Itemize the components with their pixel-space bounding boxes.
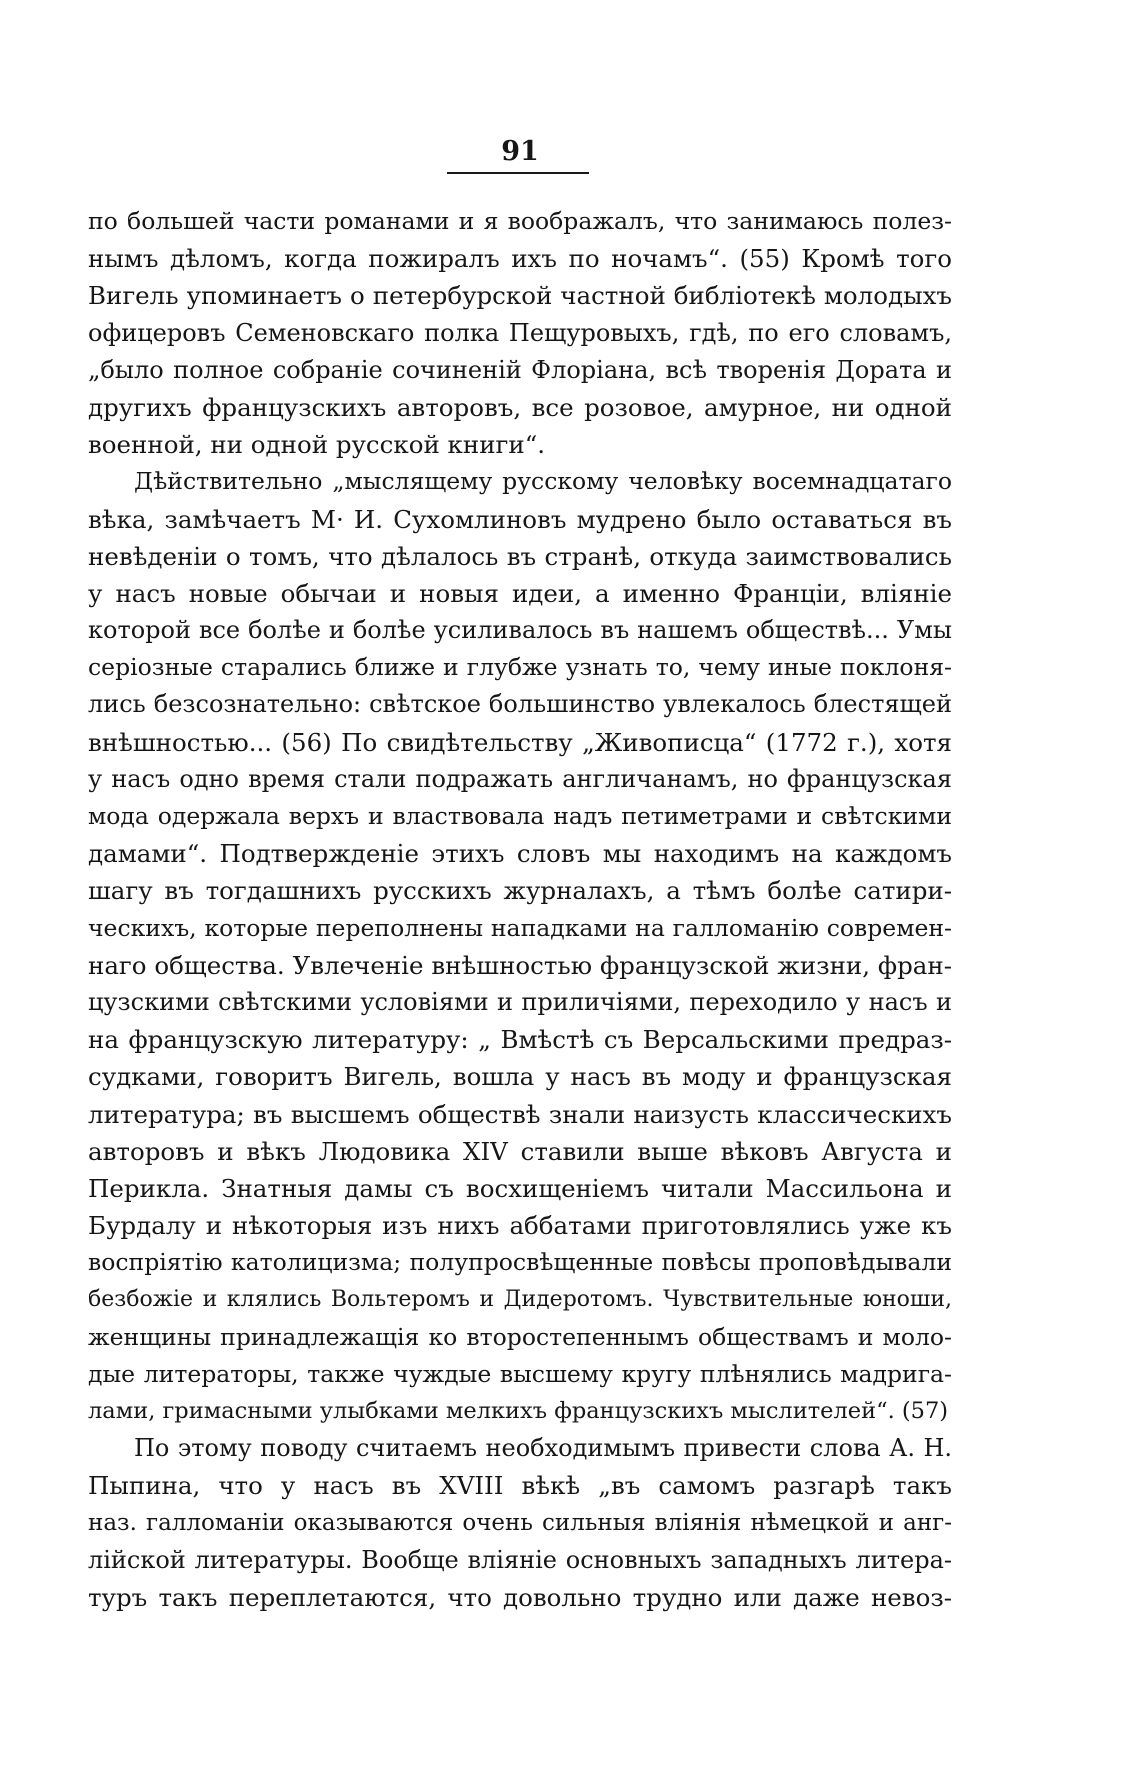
text-line: туръ такъ переплетаются, что довольно трудно или даже невоз- xyxy=(88,1582,952,1612)
text-line: на французскую литературу: „ Вмѣстѣ съ Версальскими предраз- xyxy=(88,1025,952,1055)
text-line: офицеровъ Семеновскаго полка Пещуровыхъ, гдѣ, по его словамъ, xyxy=(88,318,952,347)
text-line: дые литераторы, также чуждые высшему кругу плѣнялись мадрига- xyxy=(88,1359,952,1388)
text-line: судками, говоритъ Вигель, вошла у насъ въ моду и французская xyxy=(88,1062,952,1092)
text-line: лись безсознательно: свѣтское большинство увлекалось блестящей xyxy=(88,690,952,719)
text-line: По этому поводу считаемъ необходимымъ привести слова А. Н. xyxy=(134,1434,952,1463)
header-rule xyxy=(447,172,589,174)
text-line: другихъ французскихъ авторовъ, все розовое, амурное, ни одной xyxy=(88,392,952,422)
text-line: внѣшностью... (56) По свидѣтельству „Живописца“ (1772 г.), хотя xyxy=(88,727,952,757)
text-line: ческихъ, которые переполнены нападками на галломанію современ- xyxy=(88,913,952,942)
text-line: шагу въ тогдашнихъ русскихъ журналахъ, а тѣмъ болѣе сатири- xyxy=(88,876,952,906)
text-line: вѣка, замѣчаетъ М· И. Сухомлиновъ мудрено было оставаться въ xyxy=(88,504,952,534)
text-line: Пыпина, что у насъ въ XVIII вѣкѣ „въ самомъ разгарѣ такъ xyxy=(88,1471,952,1501)
text-line: цузскими свѣтскими условіями и приличіями, переходило у насъ и xyxy=(88,987,952,1016)
text-line: которой все болѣе и болѣе усиливалось въ нашемъ обществѣ... Умы xyxy=(88,616,952,645)
text-line: безбожіе и клялись Вольтеромъ и Дидеротомъ. Чувствительные юноши, xyxy=(88,1287,952,1313)
text-line: воспріятію католицизма; полупросвѣщенные повѣсы проповѣдывали xyxy=(88,1248,952,1277)
text-line: литература; въ высшемъ обществѣ знали наизусть классическихъ xyxy=(88,1099,952,1129)
text-line: наз. галломаніи оказываются очень сильныя вліянія нѣмецкой и анг- xyxy=(88,1509,952,1536)
text-line: невѣденіи о томъ, что дѣлалось въ странѣ, откуда заимствовались xyxy=(88,541,952,571)
text-line: Вигель упоминаетъ о петербурской частной библіотекѣ молодыхъ xyxy=(88,281,952,311)
text-line: лійской литературы. Вообще вліяніе основныхъ западныхъ литера- xyxy=(88,1545,952,1574)
text-line: серіозные старались ближе и глубже узнать то, чему иные поклоня- xyxy=(88,653,952,682)
text-line: нымъ дѣломъ, когда пожиралъ ихъ по ночамъ“. (55) Кромѣ того xyxy=(88,244,952,274)
text-line: военной, ни одной русской книги“. xyxy=(88,430,546,460)
text-line: Перикла. Знатныя дамы съ восхищеніемъ читали Массильона и xyxy=(88,1173,952,1203)
text-line: женщины принадлежащія ко второстепеннымъ обществамъ и моло- xyxy=(88,1322,952,1351)
text-line: по большей части романами и я воображалъ, что занимаюсь полез- xyxy=(88,207,952,235)
text-line: „было полное собраніе сочиненій Флоріана, всѣ творенія Дората и xyxy=(88,355,952,384)
text-line: авторовъ и вѣкъ Людовика XIV ставили выше вѣковъ Августа и xyxy=(88,1136,952,1166)
text-line: Бурдалу и нѣкоторыя изъ нихъ аббатами приготовлялись уже къ xyxy=(88,1211,952,1241)
text-line: наго общества. Увлеченіе внѣшностью французской жизни, фран- xyxy=(88,950,952,980)
text-line: у насъ одно время стали подражать англичанамъ, но французская xyxy=(88,764,952,793)
text-line: у насъ новые обычаи и новыя идеи, а именно Франціи, вліяніе xyxy=(88,578,952,608)
text-line: мода одержала верхъ и властвовала надъ петиметрами и свѣтскими xyxy=(88,802,952,830)
text-line: Дѣйствительно „мыслящему русскому человѣку восемнадцатаго xyxy=(134,467,952,496)
text-line: дамами“. Подтвержденіе этихъ словъ мы находимъ на каждомъ xyxy=(88,839,952,869)
page-number: 91 xyxy=(501,136,539,167)
body-text xyxy=(88,203,952,1616)
text-line: лами, гримасными улыбками мелкихъ французскихъ мыслителей“. (57) xyxy=(88,1398,949,1424)
